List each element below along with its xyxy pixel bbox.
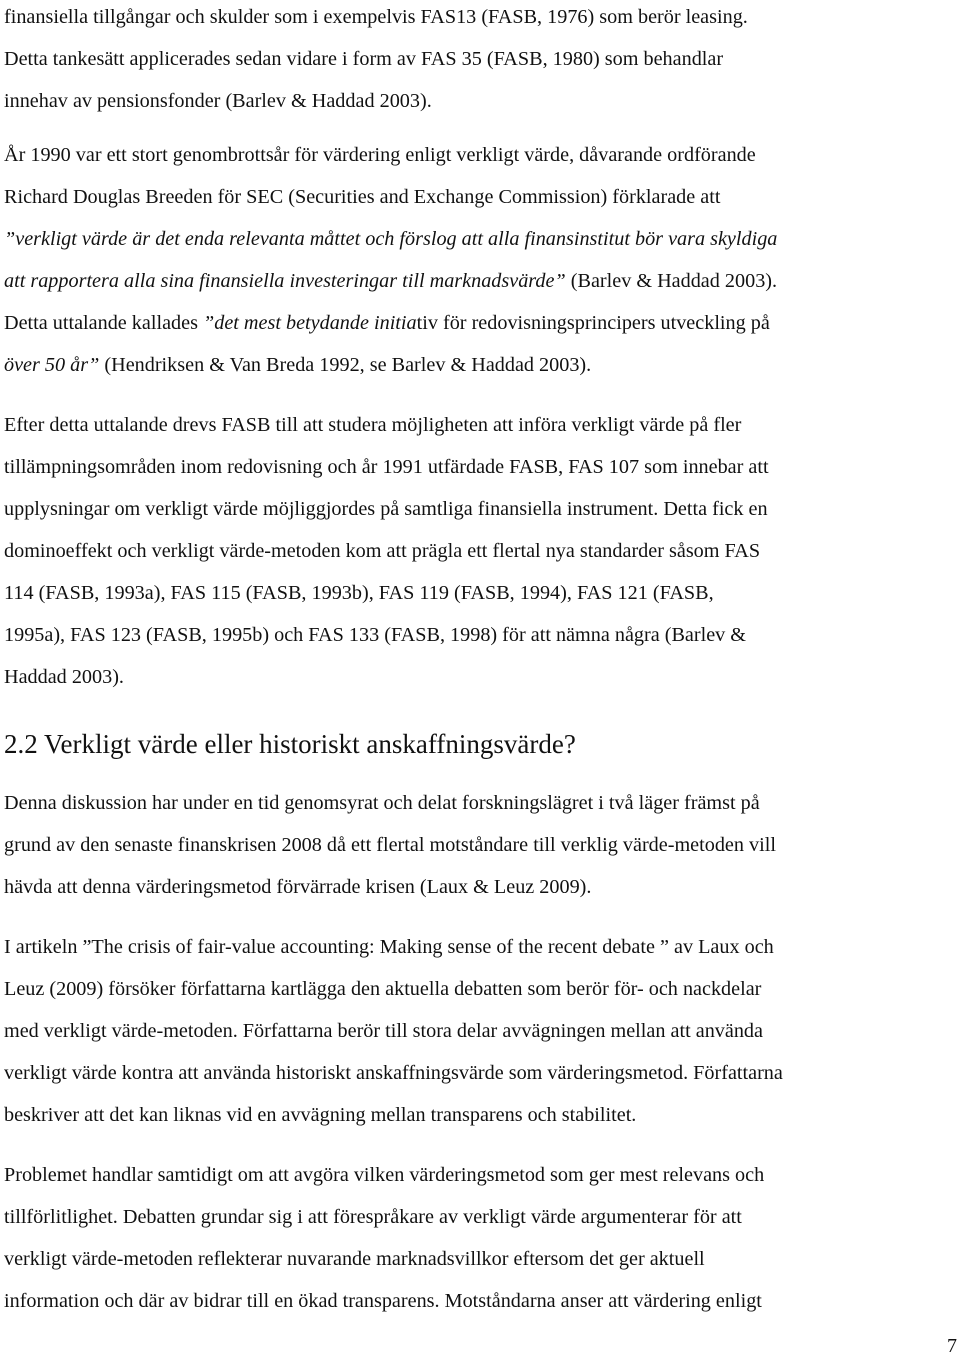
- text-line: 1995a), FAS 123 (FASB, 1995b) och FAS 133 (FASB, 1998) för att nämna några (Barlev &: [4, 624, 747, 646]
- text-line: dominoeffekt och verkligt värde-metoden kom att prägla ett flertal nya standarder såsom FAS: [4, 540, 761, 562]
- text-line: Efter detta uttalande drevs FASB till att studera möjligheten att införa verkligt värde på fler: [4, 414, 742, 436]
- citation-text: (Hendriksen & Van Breda 1992, se Barlev & Haddad 2003).: [99, 354, 592, 376]
- text-line: grund av den senaste finanskrisen 2008 då ett flertal motståndare till verklig värde-metoden vill: [4, 834, 776, 856]
- text-line: tillämpningsområden inom redovisning och år 1991 utfärdade FASB, FAS 107 som innebar att: [4, 456, 769, 478]
- paragraph-fas-history: [4, 0, 748, 122]
- text-line: tillförlitlighet. Debatten grundar sig i att förespråkare av verkligt värde argumenterar för att: [4, 1206, 742, 1228]
- page-number: 7: [947, 1335, 957, 1357]
- text-line: verkligt värde kontra att använda historiskt anskaffningsvärde som värderingsmetod. Författarna: [4, 1062, 783, 1084]
- section-heading: 2.2 Verkligt värde eller historiskt anskaffningsvärde?: [4, 729, 576, 759]
- paragraph-laux-leuz: [4, 926, 783, 1136]
- paragraph-1990-breakthrough: [4, 134, 777, 386]
- citation-text: (Barlev & Haddad 2003).: [565, 270, 778, 292]
- quote-text: att rapportera alla sina finansiella investeringar till marknadsvärde”: [4, 270, 566, 292]
- plain-text: tiv för redovisningsprincipers utveckling på: [416, 312, 770, 334]
- text-line: hävda att denna värderingsmetod förvärrade krisen (Laux & Leuz 2009).: [4, 876, 592, 898]
- text-line: information och där av bidrar till en ökad transparens. Motståndarna anser att värdering enligt: [4, 1290, 762, 1312]
- text-line: [4, 302, 777, 344]
- text-line: finansiella tillgångar och skulder som i exempelvis FAS13 (FASB, 1976) som berör leasing.: [4, 6, 748, 28]
- text-line: verkligt värde-metoden reflekterar nuvarande marknadsvillkor eftersom det ger aktuell: [4, 1248, 705, 1270]
- text-line: I artikeln ”The crisis of fair-value accounting: Making sense of the recent debate ” av Laux och: [4, 936, 774, 958]
- quote-text: över 50 år”: [4, 354, 100, 376]
- text-line: Leuz (2009) försöker författarna kartlägga den aktuella debatten som berör för- och nackdelar: [4, 978, 762, 1000]
- text-line: År 1990 var ett stort genombrottsår för värdering enligt verkligt värde, dåvarande ordförande: [4, 144, 756, 166]
- paragraph-fasb-standards: [4, 404, 769, 698]
- text-line: Detta tankesätt applicerades sedan vidare i form av FAS 35 (FASB, 1980) som behandlar: [4, 48, 724, 70]
- text-line: Problemet handlar samtidigt om att avgöra vilken värderingsmetod som ger mest relevans och: [4, 1164, 765, 1186]
- text-line: [4, 344, 777, 386]
- text-line: beskriver att det kan liknas vid en avvägning mellan transparens och stabilitet.: [4, 1104, 637, 1126]
- paragraph-relevance: [4, 1154, 764, 1322]
- text-line: Denna diskussion har under en tid genomsyrat och delat forskningslägret i två läger främst på: [4, 792, 760, 814]
- quote-text: ”det mest betydande initia: [203, 312, 417, 334]
- text-line: Richard Douglas Breeden för SEC (Securities and Exchange Commission) förklarade att: [4, 186, 721, 208]
- text-line: [4, 260, 777, 302]
- paragraph-discussion: [4, 782, 776, 908]
- quote-line: ”verkligt värde är det enda relevanta måttet och förslog att alla finansinstitut bör vara skyldiga: [4, 228, 778, 250]
- plain-text: Detta uttalande kallades: [4, 312, 203, 334]
- text-line: innehav av pensionsfonder (Barlev & Haddad 2003).: [4, 90, 432, 112]
- text-line: 114 (FASB, 1993a), FAS 115 (FASB, 1993b), FAS 119 (FASB, 1994), FAS 121 (FASB,: [4, 582, 714, 604]
- text-line: upplysningar om verkligt värde möjliggjordes på samtliga finansiella instrument. Detta fick en: [4, 498, 768, 520]
- text-line: Haddad 2003).: [4, 666, 124, 688]
- text-line: med verkligt värde-metoden. Författarna berör till stora delar avvägningen mellan att använda: [4, 1020, 763, 1042]
